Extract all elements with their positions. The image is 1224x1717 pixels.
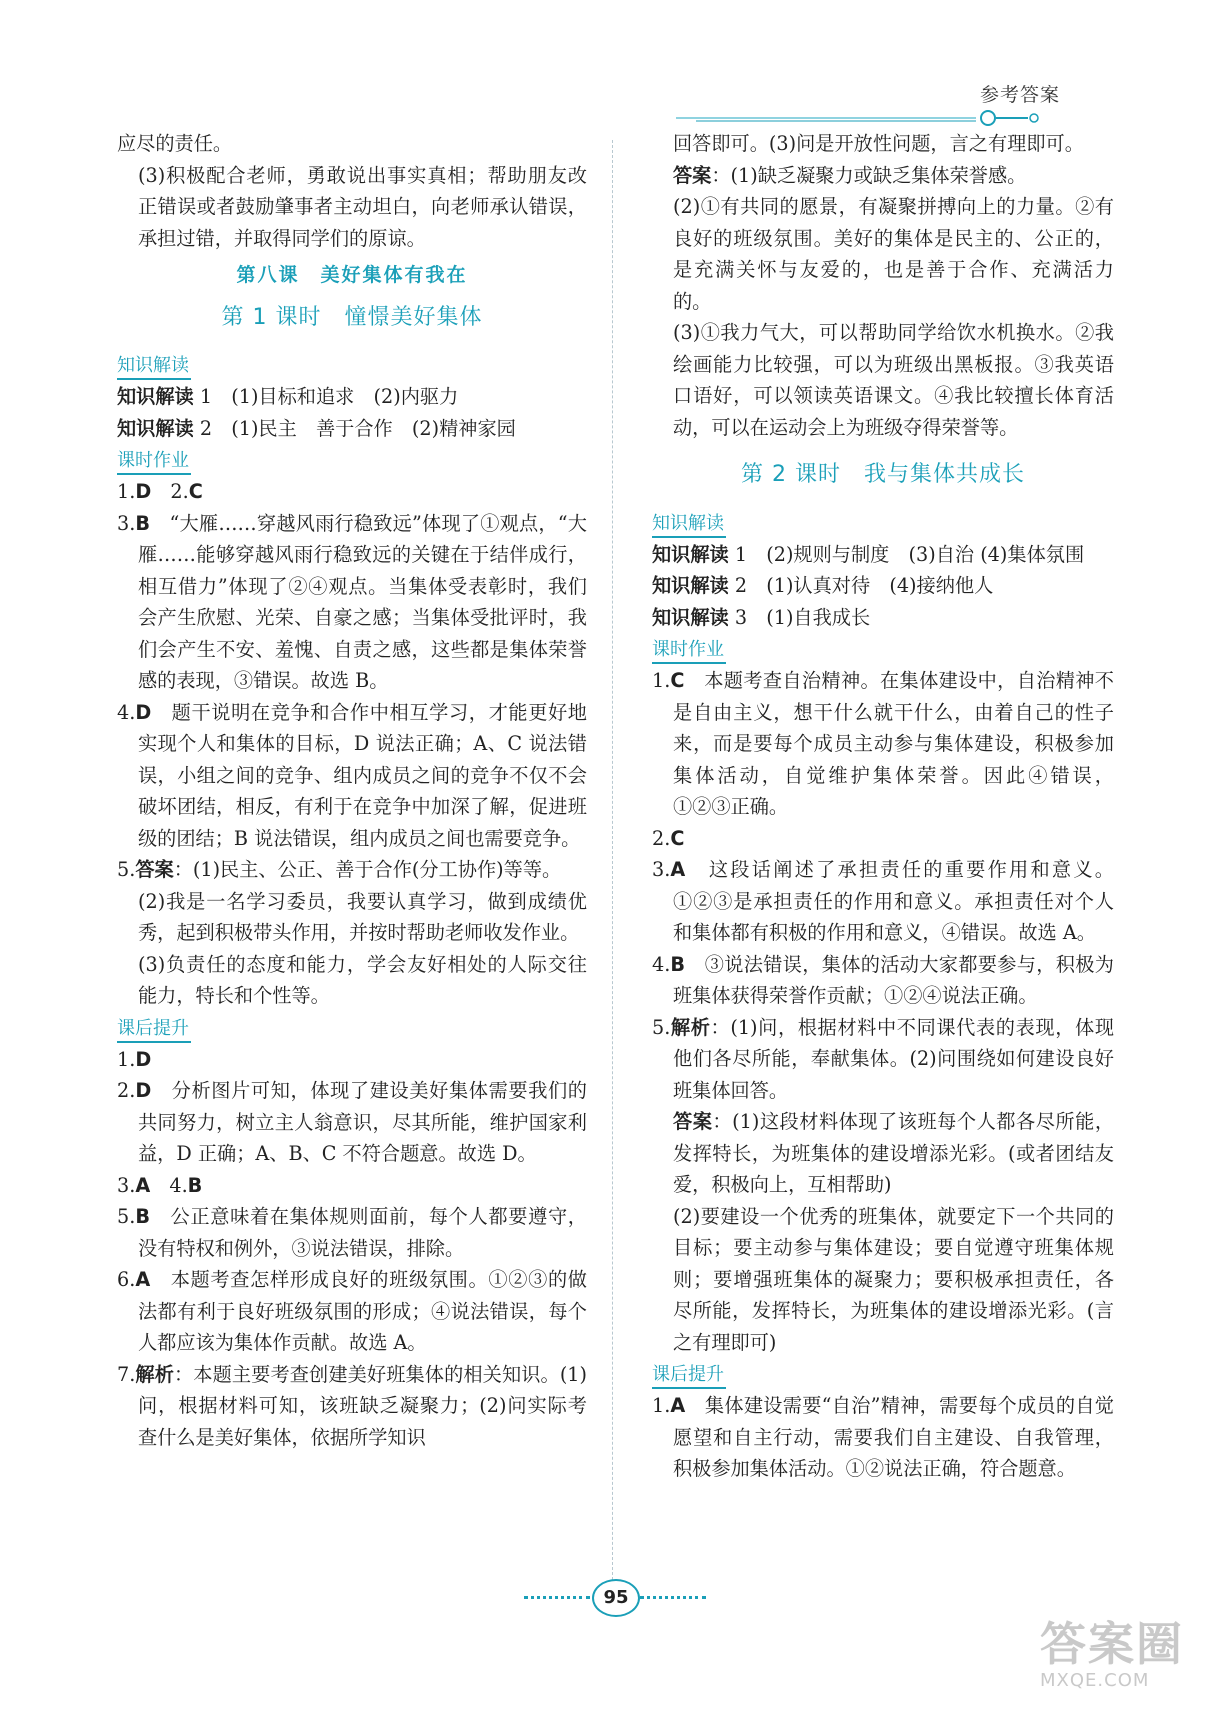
answer-item: 1.D 2.C [117,480,203,503]
answer-item: 1.A 集体建设需要“自治”精神，需要每个成员的自觉愿望和自主行动，需要我们自主建设、自我管理，积极参加集体活动。①②说法正确，符合题意。 [652,1394,1114,1480]
answer-item: 5.B 公正意味着在集体规则面前，每个人都要遵守，没有特权和例外，③说法错误，排除。 [117,1205,587,1260]
answer-item: 3.A 4.B [117,1173,203,1197]
watermark-url: MXQE.COM [1040,1670,1150,1691]
knowledge-line: 知识解读 1 (1)目标和追求 (2)内驱力 [117,385,459,408]
section-label: 课后提升 [117,1017,191,1043]
right-column [652,128,1114,1485]
page-number: 95 [592,1579,640,1617]
paragraph: 回答即可。(3)问是开放性问题，言之有理即可。 [673,132,1084,155]
header-decoration [676,108,1096,128]
knowledge-line: 知识解读 2 (1)认真对待 (4)接纳他人 [652,574,994,597]
paragraph: (2)要建设一个优秀的班集体，就要定下一个共同的目标；要主动参与集体建设；要自觉遵守班集体规则；要增强班集体的凝聚力；要积极承担责任，各尽所能，发挥特长，为班集体的建设增添光彩。(言之有理即可) [673,1204,1114,1354]
period-title: 第 1 课时 憧憬美好集体 [221,304,483,330]
answer-line: 答案：(1)这段材料体现了该班每个人都各尽所能，发挥特长，为班集体的建设增添光彩。(或者团结友爱，积极向上，互相帮助) [673,1110,1115,1196]
answer-item: 4.D 题干说明在竞争和合作中相互学习，才能更好地实现个人和集体的目标，D 说法正确；A、C 说法错误，小组之间的竞争、组内成员之间的竞争不仅不会破坏团结，相反，有利于在竞争中加深了解，促进班级的团结；B 说法错误，组内成员之间也需要竞争。 [117,700,587,850]
answer-item: 3.A 这段话阐述了承担责任的重要作用和意义。①②③是承担责任的作用和意义。承担责任对个人和集体都有积极的作用和意义，④错误。故选 A。 [652,858,1114,944]
answer-line: 答案：(1)缺乏凝聚力或缺乏集体荣誉感。 [673,163,1027,187]
answer-item: 1.C 本题考查自治精神。在集体建设中，自治精神不是自由主义，想干什么就干什么，由着自己的性子来，而是要每个成员主动参与集体建设，积极参加集体活动，自觉维护集体荣誉。因此④错误，①②③正确。 [652,669,1114,818]
section-label: 课后提升 [652,1363,726,1389]
answer-item: 7.解析：本题主要考查创建美好班集体的相关知识。(1)问，根据材料可知，该班缺乏凝聚力；(2)问实际考查什么是美好集体，依据所学知识 [117,1362,587,1449]
answer-item: 4.B ③说法错误，集体的活动大家都要参与，积极为班集体获得荣誉作贡献；①②④说法正确。 [652,952,1114,1007]
header-label: 参考答案 [980,84,1061,106]
section-label: 知识解读 [652,512,726,538]
period-title: 第 2 课时 我与集体共成长 [741,462,1025,487]
answer-item: 1.D [117,1047,152,1071]
watermark-logo: 答案圈 [1040,1617,1184,1671]
column-divider [612,140,613,1600]
paragraph: (3)①我力气大，可以帮助同学给饮水机换水。②我绘画能力比较强，可以为班级出黑板报。③我英语口语好，可以领读英语课文。④我比较擅长体育活动，可以在运动会上为班级夺得荣誉等。 [673,321,1114,439]
footer-dots [524,1596,590,1599]
lesson-title: 第八课 美好集体有我在 [236,264,468,286]
left-column [117,128,587,1453]
footer-dots [640,1596,706,1599]
knowledge-line: 知识解读 2 (1)民主 善于合作 (2)精神家园 [117,416,516,440]
section-label: 课时作业 [652,638,726,664]
paragraph: (3)积极配合老师，勇敢说出事实真相；帮助朋友改正错误或者鼓励肇事者主动坦白，向老师承认错误，承担过错，并取得同学们的原谅。 [138,163,587,250]
knowledge-line: 知识解读 1 (2)规则与制度 (3)自治 (4)集体氛围 [652,542,1085,566]
answer-item: 2.C [652,826,685,850]
section-label: 课时作业 [117,449,191,475]
section-label: 知识解读 [117,354,191,380]
paragraph: (3)负责任的态度和能力，学会友好相处的人际交往能力，特长和个性等。 [138,952,587,1007]
watermark [1040,1618,1215,1713]
answer-item: 2.D 分析图片可知，体现了建设美好集体需要我们的共同努力，树立主人翁意识，尽其所能，维护国家利益，D 正确；A、B、C 不符合题意。故选 D。 [117,1079,587,1165]
answer-item: 5.答案：(1)民主、公正、善于合作(分工协作)等等。 [117,858,562,881]
paragraph: (2)我是一名学习委员，我要认真学习，做到成绩优秀，起到积极带头作用，并按时帮助老师收发作业。 [138,889,587,944]
answer-item: 3.B “大雁……穿越风雨行稳致远”体现了①观点，“大雁……能够穿越风雨行稳致远的关键在于结伴成行，相互借力”体现了②④观点。当集体受表彰时，我们会产生欣慰、光荣、自豪之感；当集体受批评时，我们会产生不安、羞愧、自责之感，这些都是集体荣誉感的表现，③错误。故选 B。 [117,511,587,692]
paragraph: 应尽的责任。 [117,132,233,155]
paragraph: (2)①有共同的愿景，有凝聚拼搏向上的力量。②有良好的班级氛围。美好的集体是民主的、公正的，是充满关怀与友爱的，也是善于合作、充满活力的。 [673,195,1114,313]
answer-item: 5.解析：(1)问，根据材料中不同课代表的表现，体现他们各尽所能，奉献集体。(2)问围绕如何建设良好班集体回答。 [652,1015,1115,1102]
answer-item: 6.A 本题考查怎样形成良好的班级氛围。①②③的做法都有利于良好班级氛围的形成；④说法错误，每个人都应该为集体作贡献。故选 A。 [117,1268,587,1354]
page-footer [0,1577,1224,1617]
knowledge-line: 知识解读 3 (1)自我成长 [652,605,871,629]
